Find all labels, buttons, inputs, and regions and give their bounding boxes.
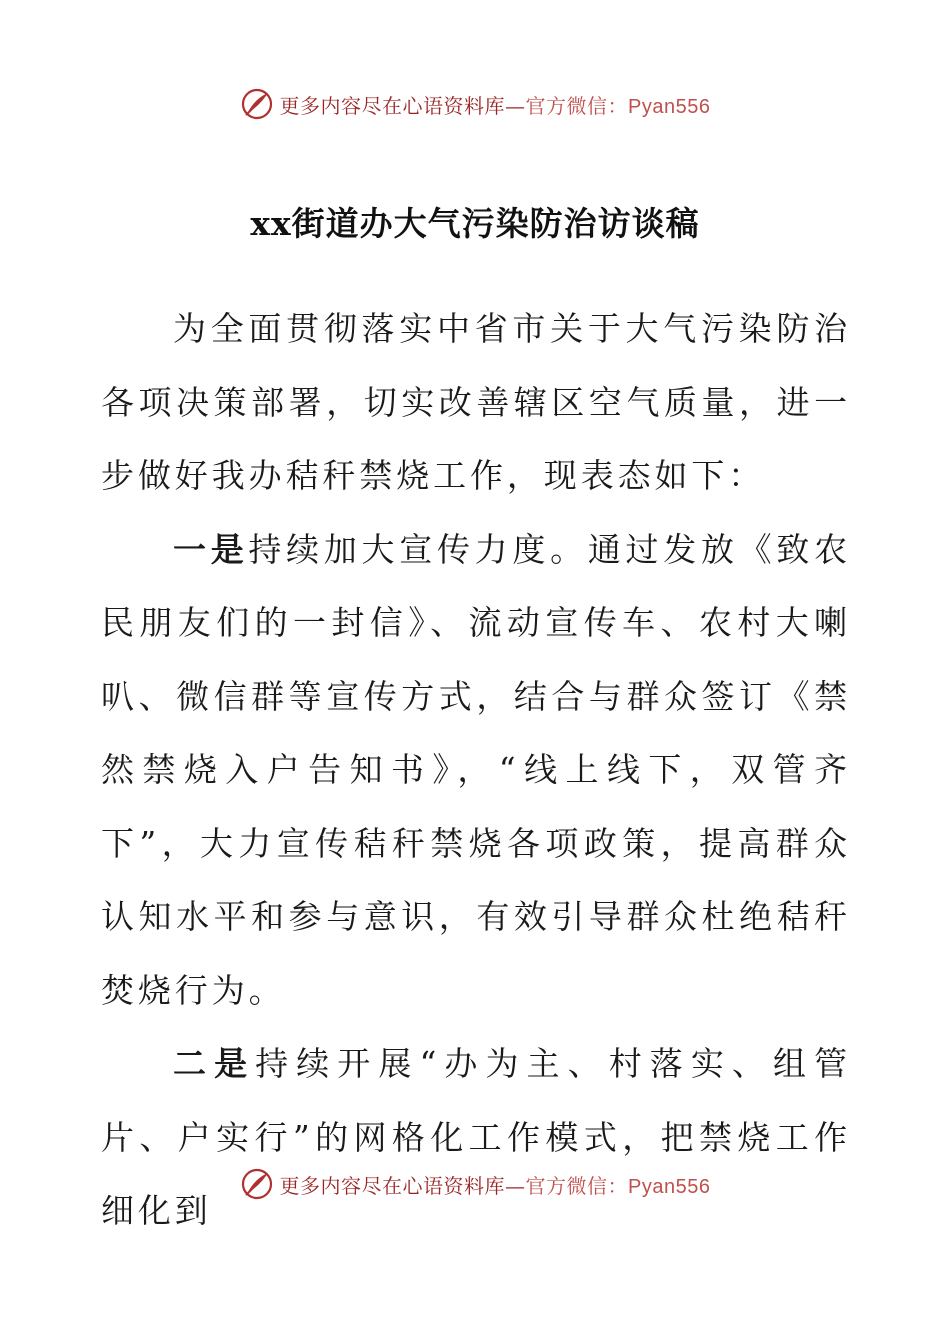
banner-wechat-label: 官方微信： — [525, 1173, 629, 1198]
paragraph-text: 为全面贯彻落实中省市关于大气污染防治各项决策部署，切实改善辖区空气质量，进一步做好我办秸秆禁烧工作，现表态如下： — [101, 309, 851, 495]
document-body — [101, 292, 851, 1248]
document-title: xx街道办大气污染防治访谈稿 — [250, 204, 700, 243]
quill-pen-logo-icon — [240, 1167, 274, 1201]
banner-dash: — — [505, 1173, 526, 1198]
banner-dash: — — [505, 93, 526, 118]
footer-banner-text — [280, 1170, 711, 1199]
header-banner-text — [280, 90, 711, 119]
paragraph-text: 持续加大宣传力度。通过发放《致农民朋友们的一封信》、流动宣传车、农村大喇叭、微信群等宣传方式，结合与群众签订《禁然禁烧入户告知书》，“线上线下，双管齐下”，大力宣传秸秆禁烧各项政策，提高群众认知水平和参与意识，有效引导群众杜绝秸秆焚烧行为。 — [101, 529, 851, 1010]
paragraph-point-2 — [101, 1027, 851, 1248]
paragraph-lead: 一是 — [173, 529, 249, 569]
paragraph-intro — [101, 292, 851, 513]
banner-wechat-label: 官方微信： — [525, 93, 629, 118]
quill-pen-logo-icon — [240, 87, 274, 121]
paragraph-text: 持续开展“办为主、村落实、组管片、户实行”的网格化工作模式，把禁烧工作细化到 — [101, 1044, 851, 1230]
header-banner — [0, 84, 950, 124]
footer-banner — [0, 1164, 950, 1204]
banner-wechat-id: Pyan556 — [628, 95, 711, 118]
banner-main-text: 更多内容尽在心语资料库 — [279, 93, 506, 118]
paragraph-point-1 — [101, 513, 851, 1028]
paragraph-lead: 二是 — [173, 1044, 256, 1083]
banner-wechat-id: Pyan556 — [628, 1175, 711, 1198]
banner-main-text: 更多内容尽在心语资料库 — [279, 1173, 506, 1198]
